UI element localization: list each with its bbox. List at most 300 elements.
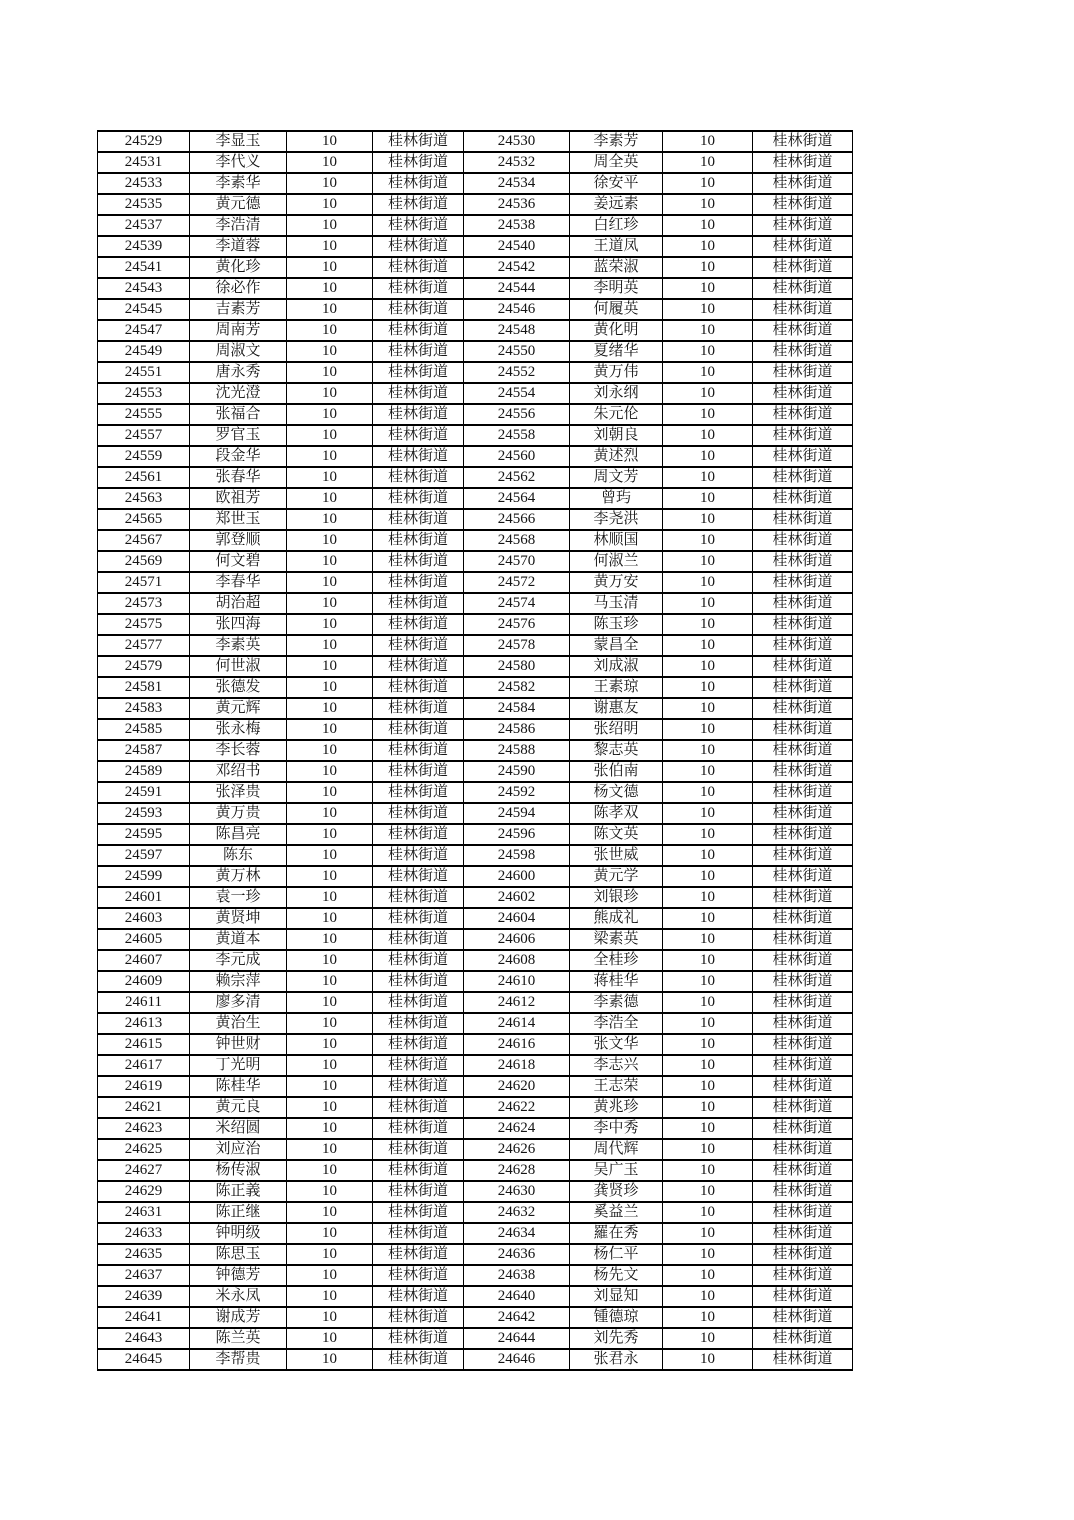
table-row — [98, 551, 853, 572]
left-name-cell: 张福合 — [190, 404, 287, 425]
right-district-cell: 桂林街道 — [753, 656, 853, 677]
right-value-cell: 10 — [663, 1118, 753, 1139]
right-district-cell: 桂林街道 — [753, 803, 853, 824]
right-value-cell: 10 — [663, 782, 753, 803]
right-id-cell: 24572 — [464, 572, 570, 593]
left-name-cell: 郑世玉 — [190, 509, 287, 530]
table-row — [98, 950, 853, 971]
left-district-cell: 桂林街道 — [373, 908, 464, 929]
left-name-cell: 钟明级 — [190, 1223, 287, 1244]
right-value-cell: 10 — [663, 1181, 753, 1202]
right-id-cell: 24546 — [464, 299, 570, 320]
right-value-cell: 10 — [663, 1349, 753, 1370]
left-value-cell: 10 — [287, 908, 373, 929]
right-district-cell: 桂林街道 — [753, 635, 853, 656]
left-name-cell: 米绍圆 — [190, 1118, 287, 1139]
left-name-cell: 钟世财 — [190, 1034, 287, 1055]
right-name-cell: 李浩全 — [570, 1013, 663, 1034]
left-value-cell: 10 — [287, 824, 373, 845]
right-id-cell: 24586 — [464, 719, 570, 740]
left-district-cell: 桂林街道 — [373, 971, 464, 992]
left-name-cell: 徐必作 — [190, 278, 287, 299]
right-district-cell: 桂林街道 — [753, 215, 853, 236]
right-name-cell: 张世威 — [570, 845, 663, 866]
left-district-cell: 桂林街道 — [373, 635, 464, 656]
left-id-cell: 24545 — [98, 299, 190, 320]
left-name-cell: 刘应治 — [190, 1139, 287, 1160]
right-value-cell: 10 — [663, 488, 753, 509]
right-name-cell: 刘朝良 — [570, 425, 663, 446]
left-district-cell: 桂林街道 — [373, 257, 464, 278]
right-value-cell: 10 — [663, 614, 753, 635]
right-name-cell: 杨文德 — [570, 782, 663, 803]
right-id-cell: 24534 — [464, 173, 570, 194]
right-id-cell: 24636 — [464, 1244, 570, 1265]
table-row — [98, 1034, 853, 1055]
left-district-cell: 桂林街道 — [373, 215, 464, 236]
left-value-cell: 10 — [287, 593, 373, 614]
table-row — [98, 131, 853, 152]
right-id-cell: 24598 — [464, 845, 570, 866]
left-id-cell: 24607 — [98, 950, 190, 971]
right-name-cell: 张文华 — [570, 1034, 663, 1055]
left-district-cell: 桂林街道 — [373, 1244, 464, 1265]
left-district-cell: 桂林街道 — [373, 593, 464, 614]
right-value-cell: 10 — [663, 950, 753, 971]
left-value-cell: 10 — [287, 761, 373, 782]
right-name-cell: 王道凤 — [570, 236, 663, 257]
right-value-cell: 10 — [663, 362, 753, 383]
right-name-cell: 何淑兰 — [570, 551, 663, 572]
right-name-cell: 黄万伟 — [570, 362, 663, 383]
right-id-cell: 24594 — [464, 803, 570, 824]
left-id-cell: 24537 — [98, 215, 190, 236]
right-name-cell: 杨仁平 — [570, 1244, 663, 1265]
left-district-cell: 桂林街道 — [373, 803, 464, 824]
left-district-cell: 桂林街道 — [373, 1181, 464, 1202]
left-name-cell: 米永凤 — [190, 1286, 287, 1307]
left-value-cell: 10 — [287, 635, 373, 656]
right-name-cell: 李素德 — [570, 992, 663, 1013]
right-id-cell: 24584 — [464, 698, 570, 719]
left-id-cell: 24559 — [98, 446, 190, 467]
right-name-cell: 黄述烈 — [570, 446, 663, 467]
left-id-cell: 24571 — [98, 572, 190, 593]
table-row — [98, 1349, 853, 1370]
left-name-cell: 黄元辉 — [190, 698, 287, 719]
right-id-cell: 24616 — [464, 1034, 570, 1055]
table-row — [98, 803, 853, 824]
right-value-cell: 10 — [663, 509, 753, 530]
right-district-cell: 桂林街道 — [753, 194, 853, 215]
right-value-cell: 10 — [663, 1013, 753, 1034]
left-value-cell: 10 — [287, 1076, 373, 1097]
left-district-cell: 桂林街道 — [373, 467, 464, 488]
table-row — [98, 1244, 853, 1265]
right-id-cell: 24606 — [464, 929, 570, 950]
left-id-cell: 24569 — [98, 551, 190, 572]
left-value-cell: 10 — [287, 1097, 373, 1118]
left-name-cell: 李素华 — [190, 173, 287, 194]
right-value-cell: 10 — [663, 698, 753, 719]
right-district-cell: 桂林街道 — [753, 467, 853, 488]
table-row — [98, 1223, 853, 1244]
table-row — [98, 1076, 853, 1097]
table-row — [98, 1160, 853, 1181]
left-district-cell: 桂林街道 — [373, 992, 464, 1013]
right-value-cell: 10 — [663, 236, 753, 257]
table-row — [98, 572, 853, 593]
left-id-cell: 24617 — [98, 1055, 190, 1076]
left-name-cell: 李帮贵 — [190, 1349, 287, 1370]
left-value-cell: 10 — [287, 215, 373, 236]
left-id-cell: 24595 — [98, 824, 190, 845]
left-name-cell: 钟德芳 — [190, 1265, 287, 1286]
left-name-cell: 张四海 — [190, 614, 287, 635]
right-id-cell: 24646 — [464, 1349, 570, 1370]
right-district-cell: 桂林街道 — [753, 761, 853, 782]
right-district-cell: 桂林街道 — [753, 131, 853, 152]
right-value-cell: 10 — [663, 320, 753, 341]
left-name-cell: 陈兰英 — [190, 1328, 287, 1349]
left-value-cell: 10 — [287, 1328, 373, 1349]
left-name-cell: 陈正義 — [190, 1181, 287, 1202]
right-value-cell: 10 — [663, 1202, 753, 1223]
right-value-cell: 10 — [663, 929, 753, 950]
left-district-cell: 桂林街道 — [373, 719, 464, 740]
table-row — [98, 509, 853, 530]
table-row — [98, 488, 853, 509]
right-name-cell: 龚贤珍 — [570, 1181, 663, 1202]
left-name-cell: 胡治超 — [190, 593, 287, 614]
right-value-cell: 10 — [663, 866, 753, 887]
table-row — [98, 320, 853, 341]
left-name-cell: 沈光澄 — [190, 383, 287, 404]
left-id-cell: 24645 — [98, 1349, 190, 1370]
left-district-cell: 桂林街道 — [373, 824, 464, 845]
left-value-cell: 10 — [287, 698, 373, 719]
table-row — [98, 719, 853, 740]
left-name-cell: 陈思玉 — [190, 1244, 287, 1265]
table-row — [98, 236, 853, 257]
right-value-cell: 10 — [663, 1223, 753, 1244]
right-district-cell: 桂林街道 — [753, 782, 853, 803]
right-district-cell: 桂林街道 — [753, 677, 853, 698]
right-district-cell: 桂林街道 — [753, 1223, 853, 1244]
right-value-cell: 10 — [663, 677, 753, 698]
left-name-cell: 黄贤坤 — [190, 908, 287, 929]
right-value-cell: 10 — [663, 908, 753, 929]
left-id-cell: 24583 — [98, 698, 190, 719]
right-value-cell: 10 — [663, 215, 753, 236]
right-name-cell: 蓝荣淑 — [570, 257, 663, 278]
left-value-cell: 10 — [287, 1223, 373, 1244]
left-id-cell: 24531 — [98, 152, 190, 173]
left-value-cell: 10 — [287, 1160, 373, 1181]
right-district-cell: 桂林街道 — [753, 929, 853, 950]
right-id-cell: 24614 — [464, 1013, 570, 1034]
table-row — [98, 1265, 853, 1286]
left-name-cell: 黄万林 — [190, 866, 287, 887]
right-id-cell: 24538 — [464, 215, 570, 236]
left-name-cell: 黄化珍 — [190, 257, 287, 278]
left-name-cell: 陈正继 — [190, 1202, 287, 1223]
left-name-cell: 黄治生 — [190, 1013, 287, 1034]
right-district-cell: 桂林街道 — [753, 509, 853, 530]
left-district-cell: 桂林街道 — [373, 131, 464, 152]
left-name-cell: 黄万贵 — [190, 803, 287, 824]
right-name-cell: 锺德琼 — [570, 1307, 663, 1328]
table-row — [98, 152, 853, 173]
left-id-cell: 24627 — [98, 1160, 190, 1181]
right-value-cell: 10 — [663, 467, 753, 488]
table-row — [98, 887, 853, 908]
left-name-cell: 周淑文 — [190, 341, 287, 362]
right-district-cell: 桂林街道 — [753, 530, 853, 551]
left-id-cell: 24557 — [98, 425, 190, 446]
left-value-cell: 10 — [287, 1244, 373, 1265]
left-name-cell: 杨传淑 — [190, 1160, 287, 1181]
right-id-cell: 24568 — [464, 530, 570, 551]
right-id-cell: 24608 — [464, 950, 570, 971]
table-row — [98, 1055, 853, 1076]
left-id-cell: 24625 — [98, 1139, 190, 1160]
right-value-cell: 10 — [663, 194, 753, 215]
right-id-cell: 24560 — [464, 446, 570, 467]
left-value-cell: 10 — [287, 887, 373, 908]
right-value-cell: 10 — [663, 1076, 753, 1097]
right-id-cell: 24644 — [464, 1328, 570, 1349]
left-value-cell: 10 — [287, 341, 373, 362]
left-value-cell: 10 — [287, 572, 373, 593]
right-value-cell: 10 — [663, 887, 753, 908]
right-id-cell: 24638 — [464, 1265, 570, 1286]
left-district-cell: 桂林街道 — [373, 1076, 464, 1097]
right-id-cell: 24554 — [464, 383, 570, 404]
left-id-cell: 24641 — [98, 1307, 190, 1328]
right-district-cell: 桂林街道 — [753, 1034, 853, 1055]
right-name-cell: 刘显知 — [570, 1286, 663, 1307]
left-name-cell: 李道蓉 — [190, 236, 287, 257]
left-name-cell: 李显玉 — [190, 131, 287, 152]
table-row — [98, 782, 853, 803]
right-name-cell: 黄兆珍 — [570, 1097, 663, 1118]
table-row — [98, 1286, 853, 1307]
left-id-cell: 24639 — [98, 1286, 190, 1307]
left-name-cell: 罗官玉 — [190, 425, 287, 446]
right-id-cell: 24532 — [464, 152, 570, 173]
left-name-cell: 陈昌亮 — [190, 824, 287, 845]
left-id-cell: 24637 — [98, 1265, 190, 1286]
table-row — [98, 383, 853, 404]
right-value-cell: 10 — [663, 635, 753, 656]
table-row — [98, 1097, 853, 1118]
table-row — [98, 341, 853, 362]
left-name-cell: 黄元德 — [190, 194, 287, 215]
left-value-cell: 10 — [287, 509, 373, 530]
left-value-cell: 10 — [287, 782, 373, 803]
left-id-cell: 24553 — [98, 383, 190, 404]
table-row — [98, 698, 853, 719]
right-district-cell: 桂林街道 — [753, 1244, 853, 1265]
left-district-cell: 桂林街道 — [373, 866, 464, 887]
left-name-cell: 李春华 — [190, 572, 287, 593]
left-value-cell: 10 — [287, 845, 373, 866]
table-row — [98, 1139, 853, 1160]
right-value-cell: 10 — [663, 1244, 753, 1265]
table-row — [98, 593, 853, 614]
right-id-cell: 24590 — [464, 761, 570, 782]
left-district-cell: 桂林街道 — [373, 950, 464, 971]
left-district-cell: 桂林街道 — [373, 572, 464, 593]
right-name-cell: 王素琼 — [570, 677, 663, 698]
right-name-cell: 蒋桂华 — [570, 971, 663, 992]
right-value-cell: 10 — [663, 173, 753, 194]
left-id-cell: 24609 — [98, 971, 190, 992]
left-name-cell: 谢成芳 — [190, 1307, 287, 1328]
right-value-cell: 10 — [663, 740, 753, 761]
right-value-cell: 10 — [663, 551, 753, 572]
right-value-cell: 10 — [663, 593, 753, 614]
left-value-cell: 10 — [287, 131, 373, 152]
right-id-cell: 24570 — [464, 551, 570, 572]
right-district-cell: 桂林街道 — [753, 1286, 853, 1307]
table-row — [98, 173, 853, 194]
right-name-cell: 朱元伦 — [570, 404, 663, 425]
table-row — [98, 530, 853, 551]
left-district-cell: 桂林街道 — [373, 320, 464, 341]
table-row — [98, 425, 853, 446]
left-id-cell: 24563 — [98, 488, 190, 509]
left-district-cell: 桂林街道 — [373, 341, 464, 362]
right-id-cell: 24540 — [464, 236, 570, 257]
right-id-cell: 24618 — [464, 1055, 570, 1076]
left-id-cell: 24603 — [98, 908, 190, 929]
left-id-cell: 24611 — [98, 992, 190, 1013]
right-name-cell: 李明英 — [570, 278, 663, 299]
table-row — [98, 908, 853, 929]
left-value-cell: 10 — [287, 1055, 373, 1076]
left-name-cell: 李素英 — [190, 635, 287, 656]
right-name-cell: 姜远素 — [570, 194, 663, 215]
left-id-cell: 24541 — [98, 257, 190, 278]
right-district-cell: 桂林街道 — [753, 383, 853, 404]
left-id-cell: 24589 — [98, 761, 190, 782]
left-value-cell: 10 — [287, 446, 373, 467]
left-district-cell: 桂林街道 — [373, 425, 464, 446]
left-id-cell: 24593 — [98, 803, 190, 824]
right-name-cell: 陈玉珍 — [570, 614, 663, 635]
right-id-cell: 24604 — [464, 908, 570, 929]
table-row — [98, 614, 853, 635]
left-name-cell: 张德发 — [190, 677, 287, 698]
left-district-cell: 桂林街道 — [373, 488, 464, 509]
right-name-cell: 曾玙 — [570, 488, 663, 509]
left-id-cell: 24635 — [98, 1244, 190, 1265]
left-value-cell: 10 — [287, 950, 373, 971]
right-id-cell: 24574 — [464, 593, 570, 614]
right-value-cell: 10 — [663, 1328, 753, 1349]
table-row — [98, 1202, 853, 1223]
left-id-cell: 24561 — [98, 467, 190, 488]
left-name-cell: 吉素芳 — [190, 299, 287, 320]
left-name-cell: 廖多清 — [190, 992, 287, 1013]
right-district-cell: 桂林街道 — [753, 887, 853, 908]
right-name-cell: 黄元学 — [570, 866, 663, 887]
left-district-cell: 桂林街道 — [373, 1307, 464, 1328]
right-name-cell: 夏绪华 — [570, 341, 663, 362]
right-name-cell: 刘成淑 — [570, 656, 663, 677]
right-district-cell: 桂林街道 — [753, 551, 853, 572]
right-name-cell: 梁素英 — [570, 929, 663, 950]
left-district-cell: 桂林街道 — [373, 173, 464, 194]
right-id-cell: 24576 — [464, 614, 570, 635]
left-id-cell: 24629 — [98, 1181, 190, 1202]
right-id-cell: 24612 — [464, 992, 570, 1013]
table-row — [98, 194, 853, 215]
left-district-cell: 桂林街道 — [373, 1139, 464, 1160]
right-district-cell: 桂林街道 — [753, 173, 853, 194]
left-district-cell: 桂林街道 — [373, 761, 464, 782]
left-value-cell: 10 — [287, 467, 373, 488]
right-district-cell: 桂林街道 — [753, 824, 853, 845]
left-district-cell: 桂林街道 — [373, 1265, 464, 1286]
right-value-cell: 10 — [663, 719, 753, 740]
right-value-cell: 10 — [663, 131, 753, 152]
right-id-cell: 24556 — [464, 404, 570, 425]
right-district-cell: 桂林街道 — [753, 1076, 853, 1097]
left-value-cell: 10 — [287, 1265, 373, 1286]
right-id-cell: 24620 — [464, 1076, 570, 1097]
right-name-cell: 陈孝双 — [570, 803, 663, 824]
left-id-cell: 24547 — [98, 320, 190, 341]
left-district-cell: 桂林街道 — [373, 929, 464, 950]
right-name-cell: 何履英 — [570, 299, 663, 320]
right-name-cell: 张君永 — [570, 1349, 663, 1370]
left-value-cell: 10 — [287, 929, 373, 950]
table-row — [98, 824, 853, 845]
right-name-cell: 蒙昌全 — [570, 635, 663, 656]
left-value-cell: 10 — [287, 488, 373, 509]
right-value-cell: 10 — [663, 404, 753, 425]
table-row — [98, 299, 853, 320]
left-value-cell: 10 — [287, 383, 373, 404]
roster-table — [97, 130, 853, 1371]
right-value-cell: 10 — [663, 299, 753, 320]
right-name-cell: 谢惠友 — [570, 698, 663, 719]
left-id-cell: 24575 — [98, 614, 190, 635]
left-district-cell: 桂林街道 — [373, 362, 464, 383]
left-name-cell: 陈东 — [190, 845, 287, 866]
right-district-cell: 桂林街道 — [753, 341, 853, 362]
right-value-cell: 10 — [663, 1307, 753, 1328]
right-district-cell: 桂林街道 — [753, 152, 853, 173]
right-district-cell: 桂林街道 — [753, 1139, 853, 1160]
right-district-cell: 桂林街道 — [753, 614, 853, 635]
right-id-cell: 24564 — [464, 488, 570, 509]
right-name-cell: 全桂珍 — [570, 950, 663, 971]
left-name-cell: 周南芳 — [190, 320, 287, 341]
table-row — [98, 467, 853, 488]
left-district-cell: 桂林街道 — [373, 1034, 464, 1055]
left-id-cell: 24615 — [98, 1034, 190, 1055]
left-district-cell: 桂林街道 — [373, 887, 464, 908]
table-row — [98, 971, 853, 992]
left-value-cell: 10 — [287, 1034, 373, 1055]
left-value-cell: 10 — [287, 866, 373, 887]
table-row — [98, 656, 853, 677]
right-name-cell: 吴广玉 — [570, 1160, 663, 1181]
